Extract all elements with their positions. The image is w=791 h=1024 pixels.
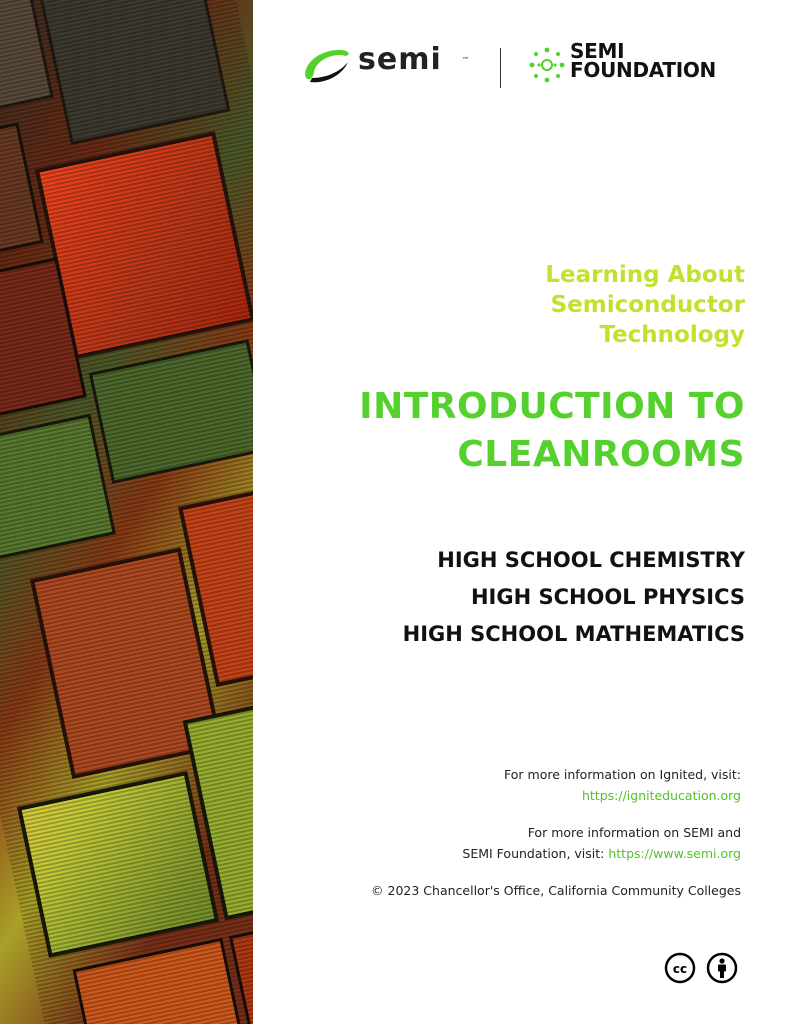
- semi-wordmark: semi: [358, 42, 442, 77]
- ignited-link[interactable]: https://igniteducation.org: [581, 788, 741, 803]
- subtitle-line-2: Semiconductor: [550, 292, 745, 318]
- semi-info-text-line2: SEMI Foundation, visit:: [462, 846, 609, 861]
- semi-info-text-line1: For more information on SEMI and: [527, 825, 741, 840]
- semi-foundation-dots-icon: [528, 46, 566, 84]
- semi-foundation-wordmark: [570, 39, 716, 82]
- title-line-1: INTRODUCTION TO: [359, 386, 745, 427]
- semi-info-line2: [371, 843, 741, 864]
- foundation-line-1: SEMI: [570, 39, 625, 63]
- trademark-mark: ™: [462, 56, 469, 64]
- subtitle-line-1: Learning About: [545, 262, 745, 288]
- document-title: [359, 383, 745, 479]
- creative-commons-icon: [664, 952, 696, 984]
- attribution-icon: [706, 952, 738, 984]
- subtitle-line-3: Technology: [599, 322, 745, 348]
- svg-text:cc: cc: [672, 962, 688, 976]
- foundation-line-2: FOUNDATION: [570, 58, 716, 82]
- cover-chip-image: [0, 0, 253, 1024]
- copyright-text: © 2023 Chancellor's Office, California Community Colleges: [371, 883, 741, 898]
- series-subtitle: [545, 260, 745, 350]
- subject-chemistry: HIGH SCHOOL CHEMISTRY: [437, 548, 745, 572]
- semi-link[interactable]: https://www.semi.org: [608, 846, 741, 861]
- logo-divider: [500, 48, 501, 88]
- title-line-2: CLEANROOMS: [457, 434, 745, 475]
- logo-bar: [300, 40, 760, 90]
- ignited-info-text: For more information on Ignited, visit:: [504, 767, 741, 782]
- subject-physics: HIGH SCHOOL PHYSICS: [470, 585, 745, 609]
- subject-list: [403, 542, 745, 653]
- subject-mathematics: HIGH SCHOOL MATHEMATICS: [402, 622, 745, 646]
- semi-swoosh-logo: [300, 46, 352, 84]
- info-block: [371, 764, 741, 901]
